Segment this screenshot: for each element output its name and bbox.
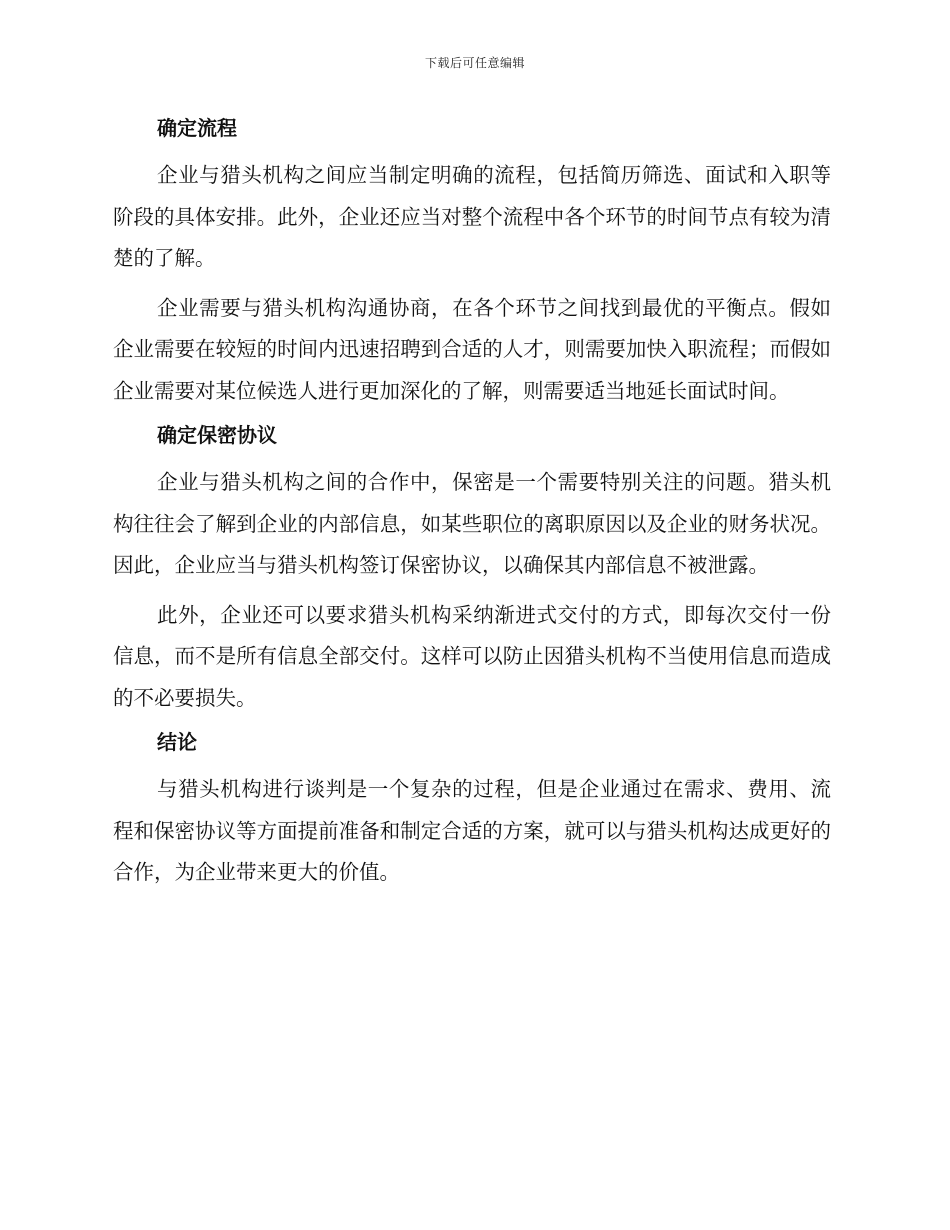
paragraph: 企业与猎头机构之间的合作中，保密是一个需要特别关注的问题。猎头机构往往会了解到企业的内部信息，如某些职位的离职原因以及企业的财务状况。因此，企业应当与猎头机构签订保密协议，以确保其内部信息不被泄露。 [113,470,831,577]
page-header: 下载后可任意编辑 [424,56,525,70]
section-heading: 结论 [157,730,197,754]
section-heading: 确定保密协议 [157,423,277,447]
paragraph: 企业需要与猎头机构沟通协商，在各个环节之间找到最优的平衡点。假如企业需要在较短的时间内迅速招聘到合适的人才，则需要加快入职流程；而假如企业需要对某位候选人进行更加深化的了解，则需要适当地延长面试时间。 [113,295,831,403]
paragraph: 与猎头机构进行谈判是一个复杂的过程，但是企业通过在需求、费用、流程和保密协议等方面提前准备和制定合适的方案，就可以与猎头机构达成更好的合作，为企业带来更大的价值。 [113,777,831,884]
paragraph: 企业与猎头机构之间应当制定明确的流程，包括简历筛选、面试和入职等阶段的具体安排。此外，企业还应当对整个流程中各个环节的时间节点有较为清楚的了解。 [113,163,831,270]
section-heading: 确定流程 [157,116,237,140]
document-body [113,110,831,902]
section-conclusion [113,727,831,894]
section-confidentiality [113,420,831,719]
section-process [113,113,831,412]
paragraph: 此外，企业还可以要求猎头机构采纳渐进式交付的方式，即每次交付一份信息，而不是所有信息全部交付。这样可以防止因猎头机构不当使用信息而造成的不必要损失。 [113,602,831,710]
